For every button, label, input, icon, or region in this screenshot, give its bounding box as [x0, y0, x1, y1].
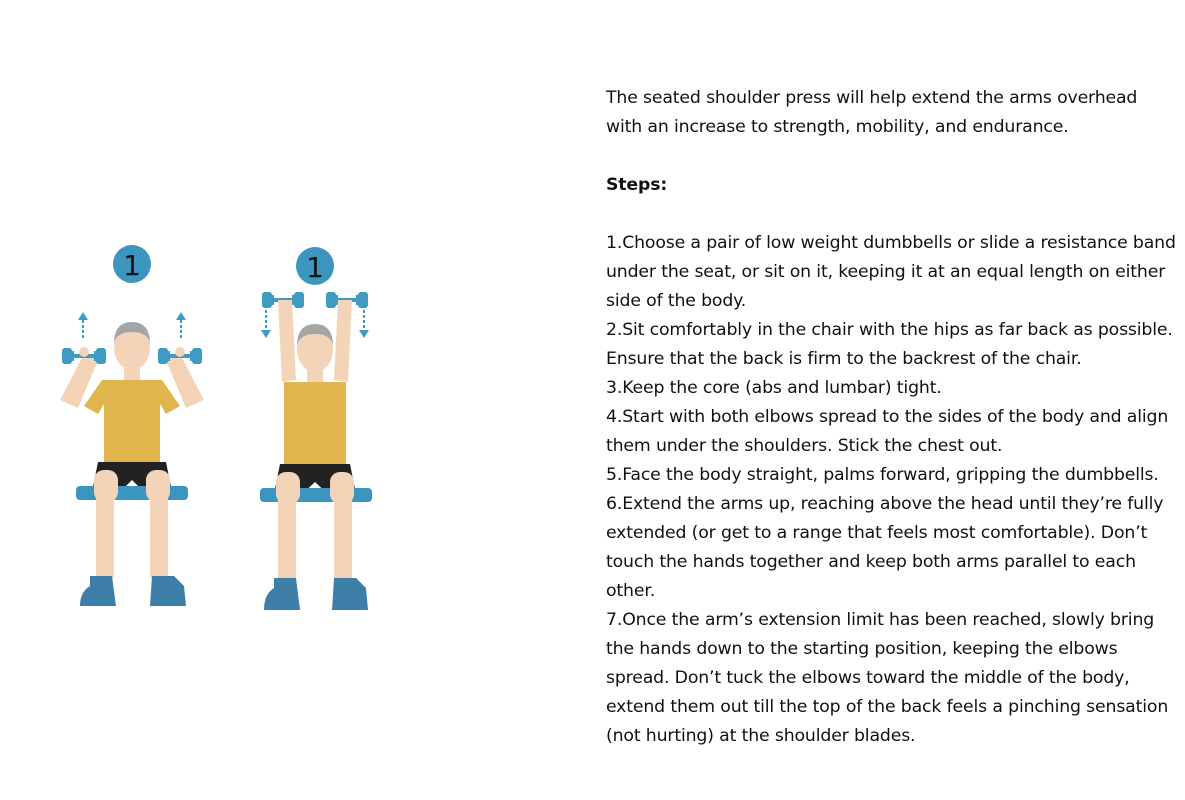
steps-list: [606, 229, 1176, 751]
arrow-down-icon: [261, 310, 271, 338]
step-item: 7.Once the arm’s extension limit has been reached, slowly bring the hands down to the starting position, keeping the elbows spread. Don’t tuck the elbows toward the middle of the body, extend them out till the top of the back feels a pinching sensation (not hurting) at the shoulder blades.: [606, 610, 1169, 746]
arrow-down-icon: [359, 310, 369, 338]
step-badge-right-label: 1: [306, 251, 324, 284]
instructions-column: [606, 84, 1176, 751]
step-item: 4.Start with both elbows spread to the sides of the body and align them under the shoulders. Stick the chest out.: [606, 407, 1169, 456]
seat: [76, 486, 188, 500]
step-item: 2.Sit comfortably in the chair with the hips as far back as possible. Ensure that the back is firm to the backrest of the chair.: [606, 320, 1173, 369]
step-item: 1.Choose a pair of low weight dumbbells or slide a resistance band under the seat, or sit on it, keeping it at an equal length on either side of the body.: [606, 233, 1176, 311]
arrow-up-icon: [78, 312, 88, 338]
intro-paragraph: The seated shoulder press will help extend the arms overhead with an increase to strength, mobility, and endurance.: [606, 88, 1138, 137]
figure-extended-position: [260, 247, 372, 610]
step-item: 6.Extend the arms up, reaching above the head until they’re fully extended (or get to a range that feels most comfortable). Don’t touch the hands together and keep both arms parallel to each other.: [606, 494, 1164, 601]
step-badge-left-label: 1: [123, 249, 141, 282]
shoulder-press-illustration: [40, 230, 400, 630]
step-item: 5.Face the body straight, palms forward, gripping the dumbbells.: [606, 465, 1159, 485]
step-item: 3.Keep the core (abs and lumbar) tight.: [606, 378, 942, 398]
figure-start-position: [60, 245, 204, 606]
arrow-up-icon: [176, 312, 186, 338]
steps-heading: Steps:: [606, 175, 668, 195]
